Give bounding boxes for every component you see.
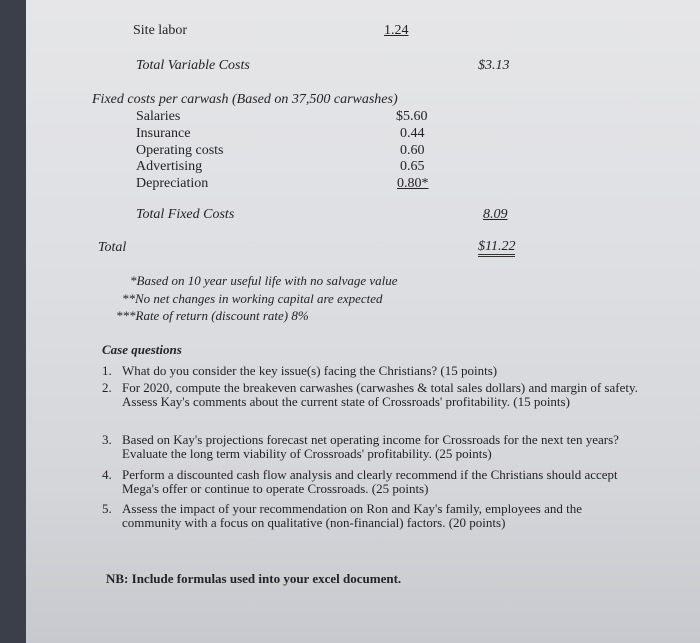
fixed-cost-value: $5.60 xyxy=(396,109,428,124)
total-variable-costs-label: Total Variable Costs xyxy=(136,58,250,73)
fixed-cost-value: 0.65 xyxy=(400,159,425,174)
fixed-cost-value: 0.44 xyxy=(400,126,425,141)
note-line: *Based on 10 year useful life with no salvage value xyxy=(130,273,398,288)
site-labor-label: Site labor xyxy=(133,23,188,38)
note-line: **No net changes in working capital are expected xyxy=(122,291,383,306)
question-number: 4. xyxy=(102,467,112,482)
grand-total-value: $11.22 xyxy=(478,240,515,257)
total-fixed-costs-label: Total Fixed Costs xyxy=(136,207,235,222)
fixed-cost-value: 0.60 xyxy=(400,143,425,158)
fixed-cost-label: Insurance xyxy=(136,126,191,141)
site-labor-value: 1.24 xyxy=(384,23,409,38)
case-questions-heading: Case questions xyxy=(102,342,182,357)
question-number: 2. xyxy=(102,380,112,395)
question-text: Perform a discounted cash flow analysis and clearly recommend if the Christians should accept Mega's offer or continue to operate Crossroads. (25 points) xyxy=(122,467,618,496)
question-number: 1. xyxy=(102,363,112,378)
grand-total-label: Total xyxy=(98,240,127,255)
question-text: For 2020, compute the breakeven carwashes (carwashes & total sales dollars) and margin of safety. Assess Kay's comments about the current state of Crossroads' profitability. (15 points) xyxy=(122,380,638,409)
note-line: ***Rate of return (discount rate) 8% xyxy=(116,308,309,323)
question-number: 5. xyxy=(102,501,112,516)
question-text: What do you consider the key issue(s) facing the Christians? (15 points) xyxy=(122,363,498,378)
fixed-cost-label: Advertising xyxy=(136,159,203,174)
total-variable-costs-value: $3.13 xyxy=(478,58,510,73)
fixed-cost-value: 0.80* xyxy=(397,176,429,191)
fixed-cost-label: Depreciation xyxy=(136,176,209,191)
question-number: 3. xyxy=(102,432,112,447)
footer-note: NB: Include formulas used into your excel document. xyxy=(106,571,402,586)
total-fixed-costs-value: 8.09 xyxy=(483,207,508,222)
fixed-cost-label: Salaries xyxy=(136,109,181,124)
fixed-cost-label: Operating costs xyxy=(136,143,224,158)
question-text: Based on Kay's projections forecast net operating income for Crossroads for the next ten years? Evaluate the long term viability of Crossroads' profitability. (25 points) xyxy=(122,432,619,461)
fixed-costs-heading: Fixed costs per carwash (Based on 37,500 carwashes) xyxy=(92,92,398,107)
question-text: Assess the impact of your recommendation on Ron and Kay's family, employees and the community with a focus on qualitative (non-financial) factors. (20 points) xyxy=(122,501,583,530)
document-page xyxy=(26,0,700,643)
